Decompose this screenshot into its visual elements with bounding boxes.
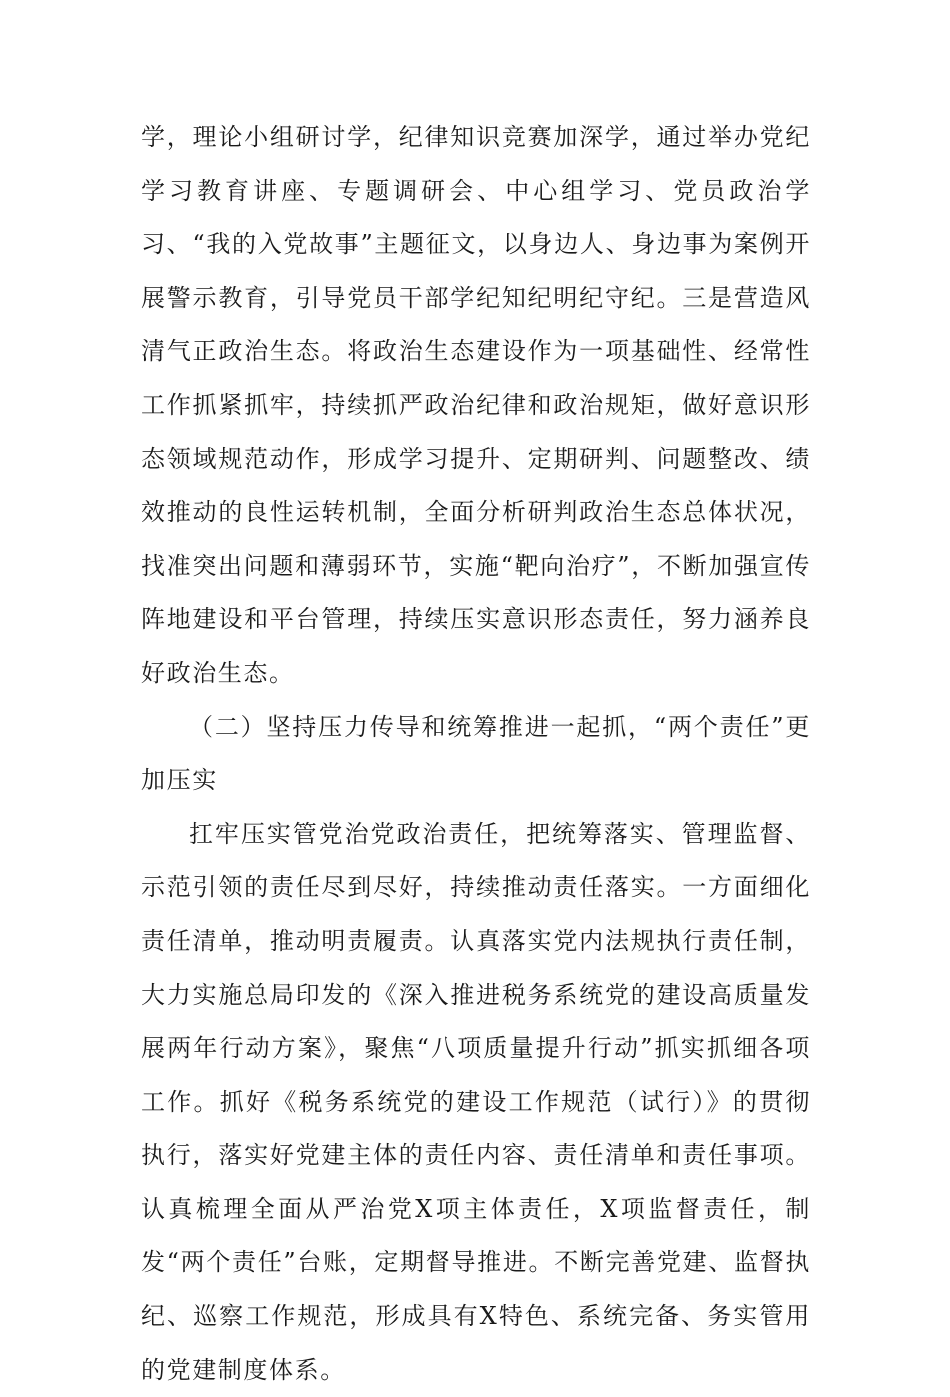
body-paragraph-political-ecology: 学，理论小组研讨学，纪律知识竞赛加深学，通过举办党纪学习教育讲座、专题调研会、中心组学习、党员政治学习、“我的入党故事”主题征文，以身边人、身边事为案例开展警示教育，引导党员干部学纪知纪明纪守纪。三是营造风清气正政治生态。将政治生态建设作为一项基础性、经常性工作抓紧抓牢，持续抓严政治纪律和政治规矩，做好意识形态领域规范动作，形成学习提升、定期研判、问题整改、绩效推动的良性运转机制，全面分析研判政治生态总体状况，找准突出问题和薄弱环节，实施“靶向治疗”，不断加强宣传阵地建设和平台管理，持续压实意识形态责任，努力涵养良好政治生态。: [141, 123, 811, 687]
section-heading-two-responsibilities: （二）坚持压力传导和统筹推进一起抓，“两个责任”更加压实: [141, 712, 811, 795]
document-body: [141, 111, 811, 1397]
body-paragraph-responsibility-list: 扛牢压实管党治党政治责任，把统筹落实、管理监督、示范引领的责任尽到尽好，持续推动责任落实。一方面细化责任清单，推动明责履责。认真落实党内法规执行责任制，大力实施总局印发的《深入推进税务系统党的建设高质量发展两年行动方案》，聚焦“八项质量提升行动”抓实抓细各项工作。抓好《税务系统党的建设工作规范（试行）》的贯彻执行，落实好党建主体的责任内容、责任清单和责任事项。认真梳理全面从严治党X项主体责任，X项监督责任，制发“两个责任”台账，定期督导推进。不断完善党建、监督执纪、巡察工作规范，形成具有X特色、系统完备、务实管用的党建制度体系。: [141, 819, 811, 1384]
